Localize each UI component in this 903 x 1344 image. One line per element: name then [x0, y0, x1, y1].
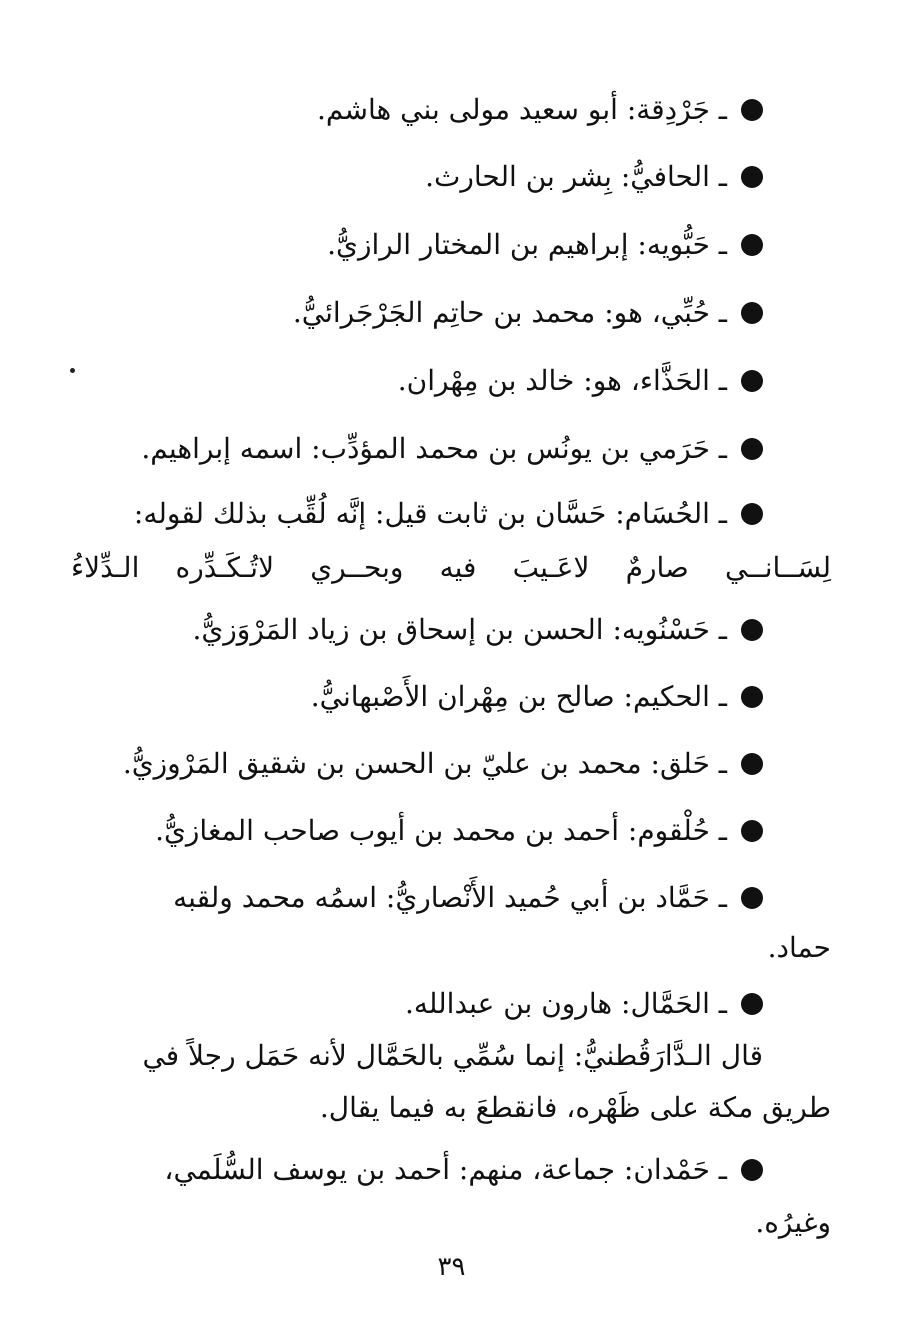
- entry-text: ـ حَرَمي بن يونُس بن محمد المؤدِّب: اسمه إبراهيم.: [141, 432, 727, 465]
- entry-hasnuyah: [192, 610, 763, 650]
- entry-text: ـ الحَمَّال: هارون بن عبدالله.: [404, 987, 727, 1020]
- bullet-icon: [741, 234, 763, 256]
- entry-text: ـ حَمْدان: جماعة، منهم: أحمد بن يوسف السُّلَمي،: [164, 1153, 727, 1186]
- entry-text: ـ الحَذَّاء، هو: خالد بن مِهْران.: [397, 364, 727, 397]
- entry-hamdan: [164, 1150, 763, 1190]
- bullet-icon: [741, 503, 763, 525]
- entry-text: ـ الحكيم: صالح بن مِهْران الأَصْبهانيُّ.: [310, 680, 727, 713]
- entry-hammal: [405, 984, 763, 1024]
- entry-text: ـ حَمَّاد بن أبي حُميد الأَنْصاريُّ: اسمُه محمد ولقبه: [173, 881, 727, 914]
- entry-halaq: [123, 744, 763, 784]
- entry-text: ـ حُلْقوم: أحمد بن محمد بن أيوب صاحب المغازيُّ.: [155, 814, 727, 847]
- entry-text: ـ الحافيُّ: بِشر بن الحارث.: [425, 160, 727, 193]
- entry-hubbi: [293, 293, 763, 333]
- entry-habbuyah: [327, 225, 763, 265]
- bullet-icon: [741, 887, 763, 909]
- poetry-verse: لِسَــانــي صارمٌ لاعَـيبَ فيه وبحــري لاتُـكَـدِّره الـدِّلاءُ: [71, 551, 831, 584]
- entry-hakim: [311, 677, 763, 717]
- entry-husam: [134, 494, 763, 534]
- bullet-icon: [741, 302, 763, 324]
- bullet-icon: [741, 370, 763, 392]
- entry-text: ـ حَبُّويه: إبراهيم بن المختار الرازيُّ.: [327, 228, 727, 261]
- page-number: ٣٩: [437, 1252, 466, 1282]
- note-line-2: طريق مكة على ظَهْره، فانقطعَ به فيما يقال.: [319, 1091, 831, 1124]
- entry-text: ـ جَرْدِقة: أبو سعيد مولى بني هاشم.: [316, 93, 727, 126]
- entry-harami: [141, 429, 763, 469]
- bullet-icon: [741, 166, 763, 188]
- bullet-icon: [741, 99, 763, 121]
- margin-dot: [70, 368, 75, 373]
- entry-hamdan-continuation: وغيرُه.: [755, 1206, 831, 1239]
- entry-text: ـ حُبِّي، هو: محمد بن حاتِم الجَرْجَرائيُّ.: [292, 296, 727, 329]
- bullet-icon: [741, 820, 763, 842]
- bullet-icon: [741, 686, 763, 708]
- entry-hafi: [425, 157, 763, 197]
- bullet-icon: [741, 1159, 763, 1181]
- note-line-1: قال الـدَّارَقُطنيُّ: إنما سُمِّي بالحَمَّال لأنه حَمَل رجلاً في: [142, 1039, 763, 1072]
- entry-hammad-continuation: حماد.: [767, 931, 831, 964]
- entry-hammad: [173, 878, 763, 918]
- bullet-icon: [741, 753, 763, 775]
- entry-hadhdha: [398, 361, 763, 401]
- bullet-icon: [741, 438, 763, 460]
- entry-text: ـ حَلق: محمد بن عليّ بن الحسن بن شقيق المَرْوزيُّ.: [122, 747, 727, 780]
- entry-text: ـ حَسْنُويه: الحسن بن إسحاق بن زياد المَرْوَزيُّ.: [192, 613, 727, 646]
- bullet-icon: [741, 619, 763, 641]
- entry-hulqum: [155, 811, 763, 851]
- entry-text: ـ الحُسَام: حَسَّان بن ثابت قيل: إنَّه لُقِّب بذلك لقوله:: [133, 497, 727, 530]
- bullet-icon: [741, 993, 763, 1015]
- entry-jardiqa: [317, 90, 763, 130]
